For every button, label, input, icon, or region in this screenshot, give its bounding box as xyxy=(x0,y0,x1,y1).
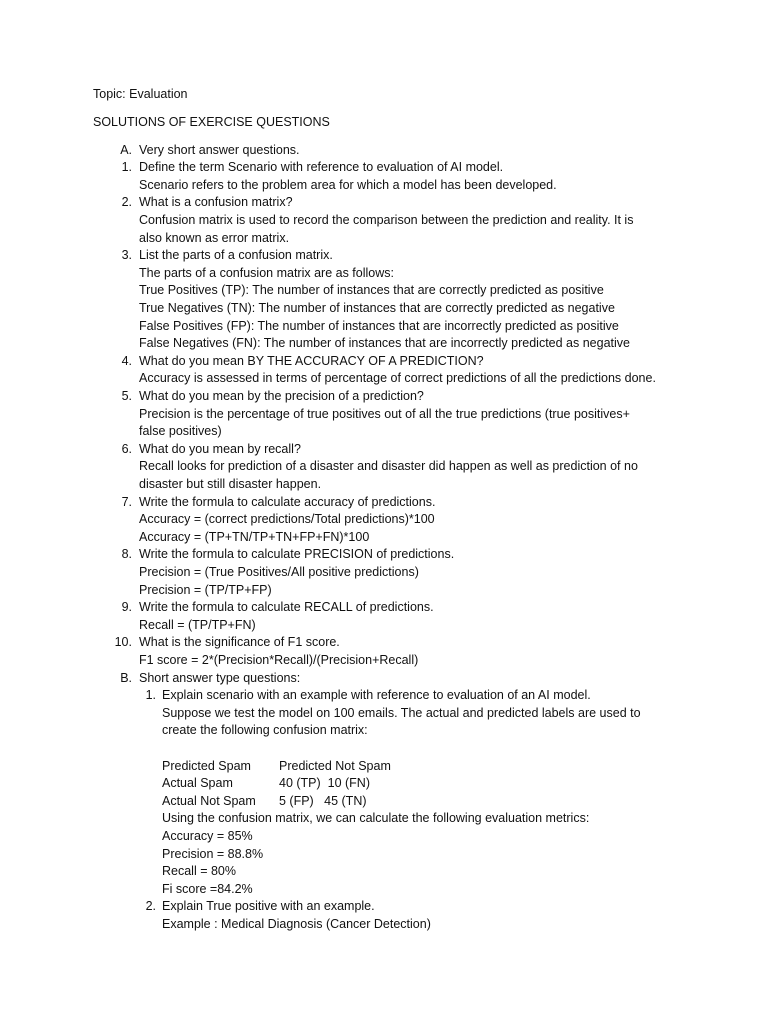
answer-text: create the following confusion matrix: xyxy=(162,723,368,738)
question-line xyxy=(0,441,768,459)
answer-text: Suppose we test the model on 100 emails. The actual and predicted labels are used to xyxy=(162,705,641,720)
question-text: What is the significance of F1 score. xyxy=(139,635,340,650)
answer-line xyxy=(0,265,768,283)
answer-line xyxy=(0,652,768,670)
question-text: Explain scenario with an example with reference to evaluation of an AI model. xyxy=(162,688,591,703)
question-line xyxy=(0,634,768,652)
answer-line xyxy=(0,705,768,723)
answer-text: Accuracy = (correct predictions/Total predictions)*100 xyxy=(139,512,435,527)
answer-text: True Negatives (TN): The number of instances that are correctly predicted as negative xyxy=(139,300,615,315)
metric-line xyxy=(0,828,768,846)
answer-text: Precision is the percentage of true positives out of all the true predictions (true positives+ xyxy=(139,406,630,421)
question-line xyxy=(0,687,768,705)
answer-text: Precision = (TP/TP+FP) xyxy=(139,582,272,597)
question-text: What is a confusion matrix? xyxy=(139,195,293,210)
answer-line xyxy=(0,335,768,353)
topic-line xyxy=(0,86,768,104)
answer-line xyxy=(0,511,768,529)
answer-line xyxy=(0,564,768,582)
matrix-header-row xyxy=(0,758,768,776)
question-number: 8. xyxy=(121,547,132,562)
answer-line xyxy=(0,177,768,195)
answer-text: Scenario refers to the problem area for which a model has been developed. xyxy=(139,177,557,192)
question-text: Write the formula to calculate PRECISION of predictions. xyxy=(139,547,455,562)
metric-precision: Precision = 88.8% xyxy=(162,846,264,861)
page-heading: SOLUTIONS OF EXERCISE QUESTIONS xyxy=(93,115,330,129)
question-text: Write the formula to calculate RECALL of predictions. xyxy=(139,600,434,615)
matrix-row xyxy=(0,793,768,811)
metric-f1-score: Fi score =84.2% xyxy=(162,881,253,896)
question-line xyxy=(0,388,768,406)
matrix-row-label: Actual Spam xyxy=(162,776,233,791)
question-number: 1. xyxy=(145,688,156,703)
answer-text: Accuracy = (TP+TN/TP+TN+FP+FN)*100 xyxy=(139,529,370,544)
matrix-row xyxy=(0,775,768,793)
answer-line xyxy=(0,529,768,547)
question-line xyxy=(0,898,768,916)
heading-line xyxy=(0,114,768,132)
question-line xyxy=(0,194,768,212)
section-b-marker: B. xyxy=(120,670,132,685)
answer-line xyxy=(0,722,768,740)
answer-text: Using the confusion matrix, we can calculate the following evaluation metrics: xyxy=(162,811,590,826)
topic-title: Topic: Evaluation xyxy=(93,87,188,101)
answer-line xyxy=(0,458,768,476)
answer-line xyxy=(0,230,768,248)
question-number: 2. xyxy=(145,899,156,914)
section-b-label: Short answer type questions: xyxy=(139,670,301,685)
metric-line xyxy=(0,863,768,881)
answer-text: Accuracy is assessed in terms of percentage of correct predictions of all the predictions done. xyxy=(139,371,656,386)
answer-text: Confusion matrix is used to record the comparison between the prediction and reality. It is xyxy=(139,212,634,227)
answer-line xyxy=(0,318,768,336)
answer-text: Example : Medical Diagnosis (Cancer Detection) xyxy=(162,916,431,931)
matrix-row-values: 40 (TP) 10 (FN) xyxy=(279,776,370,791)
question-text: List the parts of a confusion matrix. xyxy=(139,248,333,263)
section-a-marker: A. xyxy=(120,142,132,157)
question-text: What do you mean by the precision of a prediction? xyxy=(139,388,424,403)
answer-line xyxy=(0,476,768,494)
section-a-title xyxy=(0,142,768,160)
question-line xyxy=(0,599,768,617)
matrix-row-values: 5 (FP) 45 (TN) xyxy=(279,793,367,808)
answer-line xyxy=(0,916,768,934)
question-number: 1. xyxy=(121,160,132,175)
question-line xyxy=(0,494,768,512)
answer-text: F1 score = 2*(Precision*Recall)/(Precision+Recall) xyxy=(139,652,419,667)
metric-line xyxy=(0,881,768,899)
question-text: What do you mean by recall? xyxy=(139,441,301,456)
answer-line xyxy=(0,370,768,388)
question-text: Write the formula to calculate accuracy of predictions. xyxy=(139,494,436,509)
question-line xyxy=(0,159,768,177)
question-line xyxy=(0,353,768,371)
question-number: 4. xyxy=(121,353,132,368)
question-number: 5. xyxy=(121,388,132,403)
answer-text: Recall = (TP/TP+FN) xyxy=(139,617,256,632)
answer-text: false positives) xyxy=(139,424,222,439)
question-text: Explain True positive with an example. xyxy=(162,899,375,914)
metric-line xyxy=(0,846,768,864)
answer-text: False Negatives (FN): The number of instances that are incorrectly predicted as negative xyxy=(139,336,630,351)
question-line xyxy=(0,546,768,564)
answer-line xyxy=(0,300,768,318)
metric-accuracy: Accuracy = 85% xyxy=(162,828,253,843)
answer-text: True Positives (TP): The number of instances that are correctly predicted as positive xyxy=(139,283,604,298)
answer-line xyxy=(0,282,768,300)
answer-text: disaster but still disaster happen. xyxy=(139,476,322,491)
answer-line xyxy=(0,406,768,424)
question-number: 6. xyxy=(121,441,132,456)
question-number: 2. xyxy=(121,195,132,210)
matrix-header-cell: Predicted Not Spam xyxy=(279,758,391,773)
question-text: What do you mean BY THE ACCURACY OF A PREDICTION? xyxy=(139,353,484,368)
metric-recall: Recall = 80% xyxy=(162,864,236,879)
answer-text: Recall looks for prediction of a disaster and disaster did happen as well as prediction of no xyxy=(139,459,638,474)
question-number: 3. xyxy=(121,248,132,263)
answer-line xyxy=(0,810,768,828)
question-number: 7. xyxy=(121,494,132,509)
answer-line xyxy=(0,617,768,635)
answer-line xyxy=(0,423,768,441)
question-line xyxy=(0,247,768,265)
answer-text: also known as error matrix. xyxy=(139,230,290,245)
matrix-row-label: Actual Not Spam xyxy=(162,793,256,808)
question-number: 10. xyxy=(114,635,132,650)
question-text: Define the term Scenario with reference to evaluation of AI model. xyxy=(139,160,504,175)
section-a-label: Very short answer questions. xyxy=(139,142,300,157)
question-number: 9. xyxy=(121,600,132,615)
section-b-title xyxy=(0,670,768,688)
answer-text: The parts of a confusion matrix are as follows: xyxy=(139,265,394,280)
answer-line xyxy=(0,212,768,230)
answer-text: Precision = (True Positives/All positive predictions) xyxy=(139,564,419,579)
answer-line xyxy=(0,582,768,600)
matrix-header-cell: Predicted Spam xyxy=(162,758,251,773)
answer-text: False Positives (FP): The number of instances that are incorrectly predicted as positive xyxy=(139,318,619,333)
